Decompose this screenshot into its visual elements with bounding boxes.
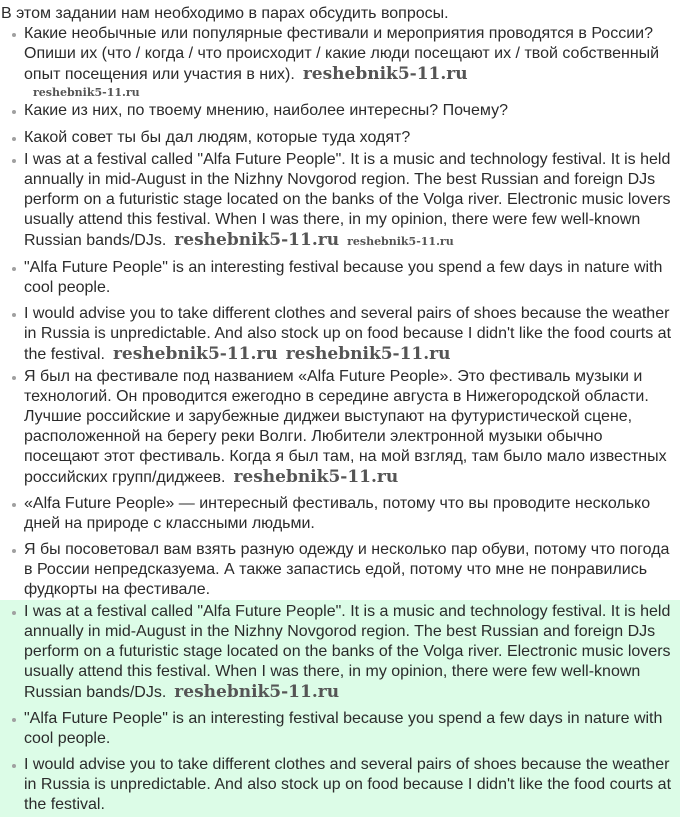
bullet-icon	[12, 313, 16, 317]
answer-text: I was at a festival called "Alfa Future People". It is a music and technology festival. It is held annually in mid-August in the Nizhny Novgorod region. The best Russian and foreign DJs perform on a futuristic stage located on the banks of the Volga river. Electronic music lovers usually attend this festival. When I was there, in my opinion, there were few well-known Russian bands/DJs.	[24, 151, 671, 249]
question-text: Какие из них, по твоему мнению, наиболее интересны? Почему?	[24, 102, 508, 119]
answer-text: I would advise you to take different clothes and several pairs of shoes because the weather in Russia is unpredictable. And also stock up on food because I didn't like the food courts at the festival.	[24, 305, 672, 363]
watermark: reshebnik5-11.ru	[302, 64, 468, 84]
bullet-icon	[12, 137, 16, 141]
watermark: reshebnik5-11.ru	[174, 682, 340, 702]
watermark: reshebnik5-11.ru	[33, 86, 140, 99]
answer-text: "Alfa Future People" is an interesting festival because you spend a few days in nature with cool people.	[24, 259, 663, 296]
watermark: reshebnik5-11.ru	[174, 230, 340, 250]
question-text: Какие необычные или популярные фестивали и мероприятия проводятся в России? Опиши их (что / когда / что происходит / какие люди посещают их / твой собственный опыт посещения или участия в них).	[24, 25, 660, 83]
highlighted-answers-list	[0, 600, 680, 817]
bullet-icon	[12, 718, 16, 722]
list-item	[0, 755, 680, 815]
answer-text: I would advise you to take different clothes and several pairs of shoes because the weather in Russia is unpredictable. And also stock up on food because I didn't like the food courts at the festival.	[24, 756, 672, 813]
bullet-icon	[12, 159, 16, 163]
answer-text: «Alfa Future People» — интересный фестиваль, потому что вы проводите несколько дней на природе с классными людьми.	[24, 495, 651, 532]
watermark: reshebnik5-11.ru	[347, 235, 454, 248]
list-item	[0, 540, 680, 600]
list-item	[0, 101, 680, 121]
answers-en-list	[0, 150, 680, 365]
watermark: reshebnik5-11.ru	[112, 344, 278, 364]
list-item	[0, 304, 680, 365]
bullet-icon	[12, 611, 16, 615]
bullet-icon	[12, 503, 16, 507]
bullet-icon	[12, 376, 16, 380]
bullet-icon	[12, 549, 16, 553]
questions-list	[0, 24, 680, 148]
bullet-icon	[12, 33, 16, 37]
list-item	[0, 128, 680, 148]
list-item	[0, 602, 680, 703]
intro-text: В этом задании нам необходимо в парах обсудить вопросы.	[1, 5, 449, 22]
list-item	[0, 494, 680, 534]
bullet-icon	[12, 764, 16, 768]
answers-ru-list	[0, 367, 680, 600]
list-item	[0, 150, 680, 252]
list-item	[0, 258, 680, 298]
question-text: Какой совет ты бы дал людям, которые туда ходят?	[24, 129, 411, 146]
list-item	[0, 367, 680, 488]
watermark: reshebnik5-11.ru	[233, 467, 399, 487]
list-item	[0, 709, 680, 749]
answer-text: Я бы посоветовал вам взять разную одежду и несколько пар обуви, потому что погода в России непредсказуема. А также запастись едой, потому что мне не понравились фудкорты на фестивале.	[24, 541, 670, 598]
answer-text: Я был на фестивале под названием «Alfa Future People». Это фестиваль музыки и технологий. Он проводится ежегодно в середине августа в Нижегородской области. Лучшие российские и зарубежные диджеи выступают на футуристической сцене, расположенной на берегу реки Волги. Любители электронной музыки обычно посещают этот фестиваль. Когда я был там, на мой взгляд, там было мало известных российских групп/диджеев.	[24, 368, 667, 486]
watermark: reshebnik5-11.ru	[285, 344, 451, 364]
bullet-icon	[12, 267, 16, 271]
watermark-line	[0, 85, 680, 99]
list-item	[0, 24, 680, 85]
bullet-icon	[12, 110, 16, 114]
answer-text: "Alfa Future People" is an interesting festival because you spend a few days in nature with cool people.	[24, 710, 663, 747]
answer-text: I was at a festival called "Alfa Future People". It is a music and technology festival. It is held annually in mid-August in the Nizhny Novgorod region. The best Russian and foreign DJs perform on a futuristic stage located on the banks of the Volga river. Electronic music lovers usually attend this festival. When I was there, in my opinion, there were few well-known Russian bands/DJs.	[24, 603, 671, 701]
